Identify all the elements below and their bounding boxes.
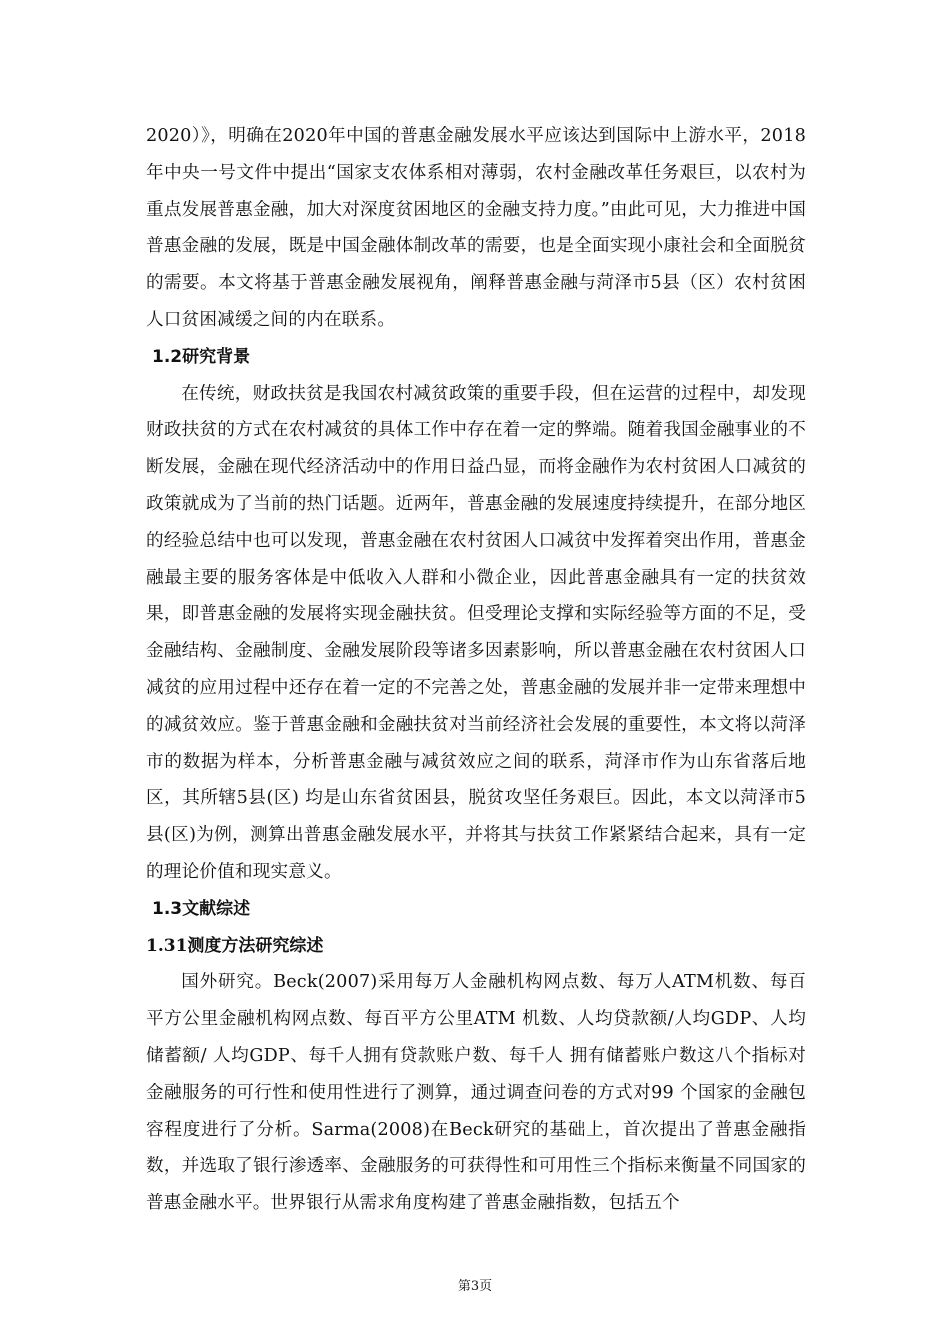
subsection-heading-measurement-methods: 1.31测度方法研究综述	[146, 935, 324, 956]
section-heading-literature-review: 1.3文献综述	[152, 898, 251, 919]
measurement-methods-paragraph: 国外研究。Beck(2007)采用每万人金融机构网点数、每万人ATM机数、每百平方公里金融机构网点数、每百平方公里ATM 机数、人均贷款额/人均GDP、人均储蓄额/ 人均GDP、每千人拥有贷款账户数、每千人 拥有储蓄账户数这八个指标对金融服务的可行性和使用性进行了测算，通过调查问卷的方式对99 个国家的金融包容程度进行了分析。Sarma(2008)在Beck研究的基础上，首次提出了普惠金融指数，并选取了银行渗透率、金融服务的可获得性和可用性三个指标来衡量不同国家的普惠金融水平。世界银行从需求角度构建了普惠金融指数，包括五个	[146, 972, 806, 1214]
page-body	[146, 118, 806, 1222]
research-background-paragraph: 在传统，财政扶贫是我国农村减贫政策的重要手段，但在运营的过程中，却发现财政扶贫的方式在农村减贫的具体工作中存在着一定的弊端。随着我国金融事业的不断发展，金融在现代经济活动中的作用日益凸显，而将金融作为农村贫困人口减贫的政策就成为了当前的热门话题。近两年，普惠金融的发展速度持续提升，在部分地区的经验总结中也可以发现，普惠金融在农村贫困人口减贫中发挥着突出作用，普惠金融最主要的服务客体是中低收入人群和小微企业，因此普惠金融具有一定的扶贫效果，即普惠金融的发展将实现金融扶贫。但受理论支撑和实际经验等方面的不足，受金融结构、金融制度、金融发展阶段等诸多因素影响，所以普惠金融在农村贫困人口减贫的应用过程中还存在着一定的不完善之处，普惠金融的发展并非一定带来理想中的减贫效应。鉴于普惠金融和金融扶贫对当前经济社会发展的重要性，本文将以菏泽市的数据为样本，分析普惠金融与减贫效应之间的联系，菏泽市作为山东省落后地区，其所辖5县(区) 均是山东省贫困县，脱贫攻坚任务艰巨。因此，本文以菏泽市5县(区)为例，测算出普惠金融发展水平，并将其与扶贫工作紧紧结合起来，具有一定的理论价值和现实意义。	[146, 383, 806, 882]
page-number: 第3页	[457, 1279, 493, 1294]
section-heading-research-background: 1.2研究背景	[152, 346, 251, 367]
intro-continuation-paragraph: 2020）》，明确在2020年中国的普惠金融发展水平应该达到国际中上游水平，2018年中央一号文件中提出“国家支农体系相对薄弱，农村金融改革任务艰巨，以农村为重点发展普惠金融，加大对深度贫困地区的金融支持力度。”由此可见，大力推进中国普惠金融的发展，既是中国金融体制改革的需要，也是全面实现小康社会和全面脱贫的需要。本文将基于普惠金融发展视角，阐释普惠金融与菏泽市5县（区）农村贫困人口贫困减缓之间的内在联系。	[146, 126, 806, 330]
